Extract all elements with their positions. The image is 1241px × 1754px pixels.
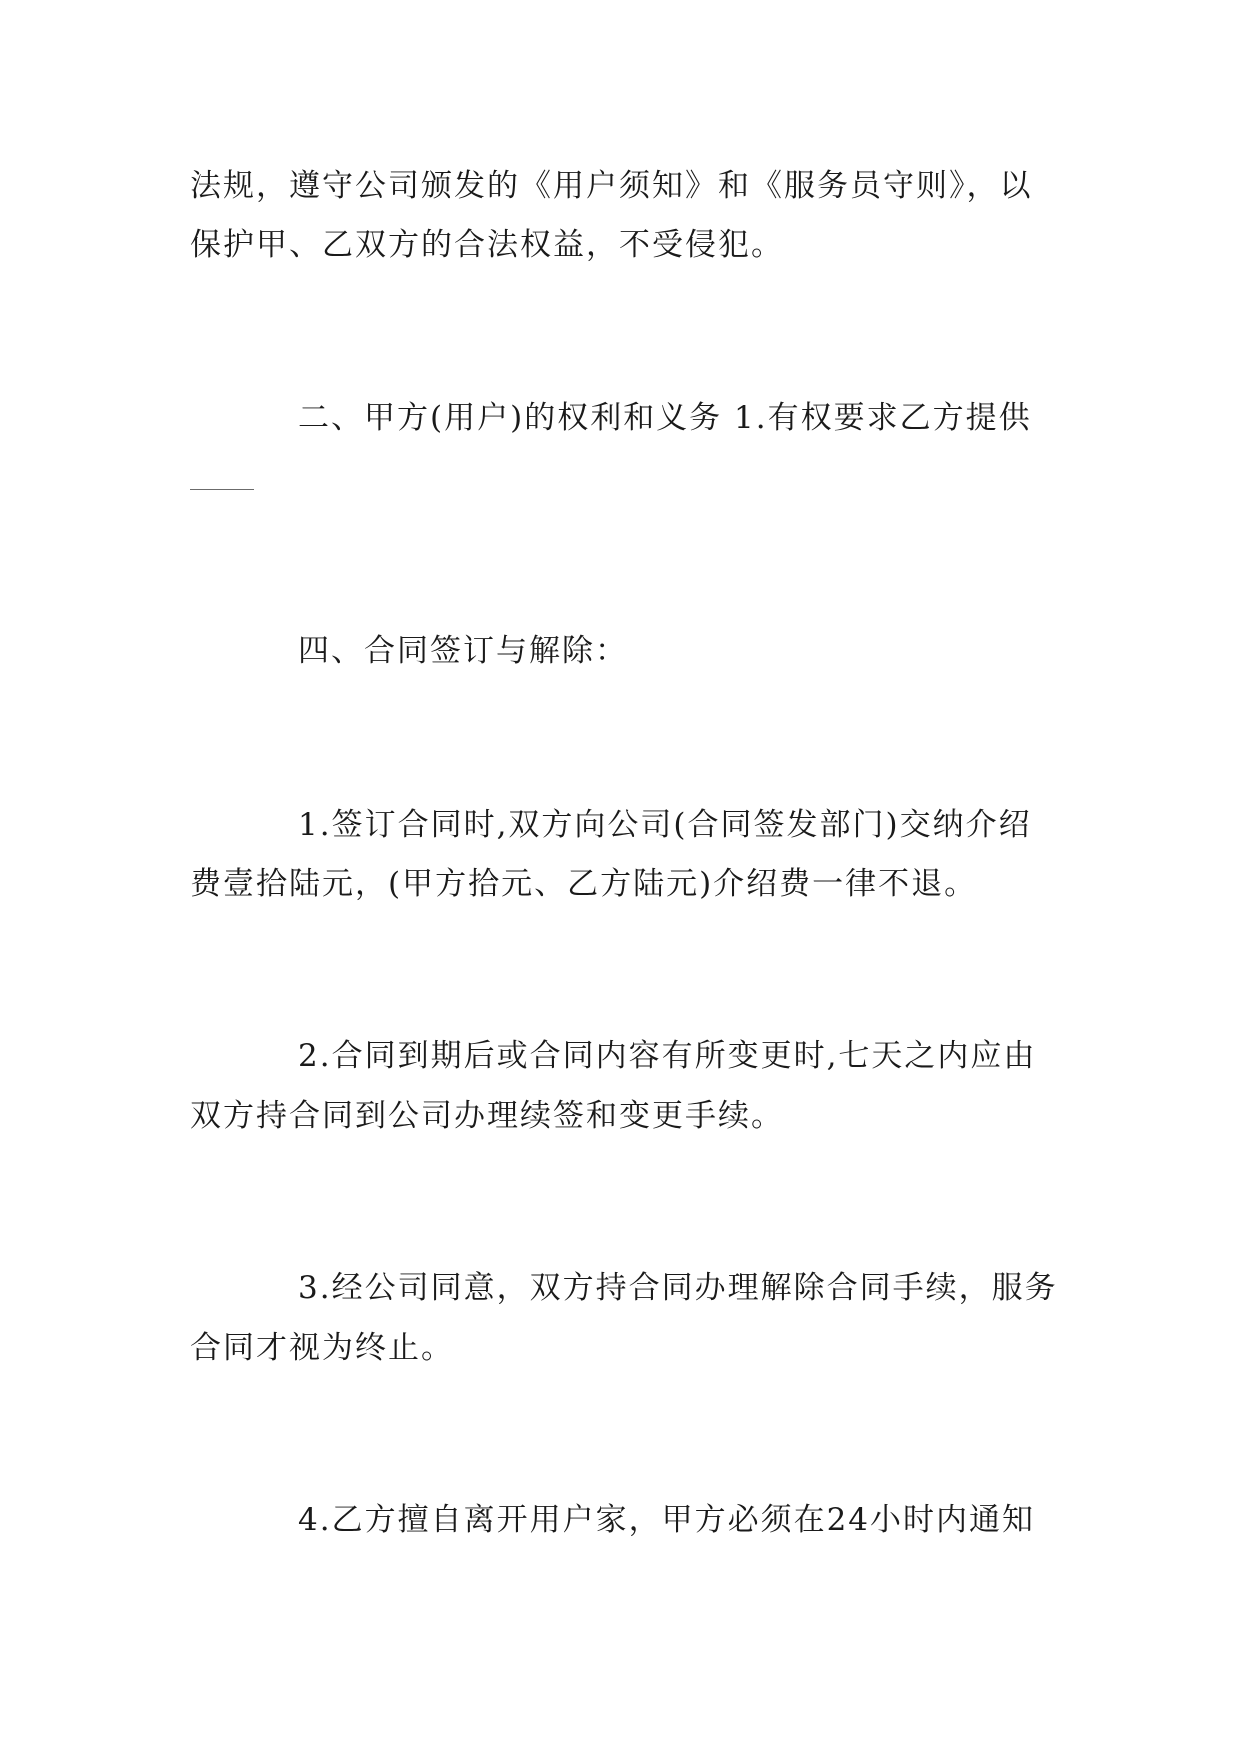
section-four-heading: 四、合同签订与解除： bbox=[298, 633, 628, 669]
clause-2-line-1: 2.合同到期后或合同内容有所变更时,七天之内应由 bbox=[298, 1038, 1037, 1074]
text-line-2: 保护甲、乙双方的合法权益，不受侵犯。 bbox=[190, 227, 784, 263]
section-two-heading: 二、甲方(用户)的权利和义务 1.有权要求乙方提供 bbox=[298, 400, 1032, 436]
clause-2-line-2: 双方持合同到公司办理续签和变更手续。 bbox=[190, 1098, 784, 1134]
clause-3-line-1: 3.经公司同意，双方持合同办理解除合同手续，服务 bbox=[298, 1270, 1058, 1306]
clause-1-line-2: 费壹拾陆元，(甲方拾元、乙方陆元)介绍费一律不退。 bbox=[190, 866, 978, 902]
clause-1-line-1: 1.签订合同时,双方向公司(合同签发部门)交纳介绍 bbox=[298, 807, 1032, 843]
clause-4-line-1: 4.乙方擅自离开用户家，甲方必须在24小时内通知 bbox=[298, 1502, 1036, 1538]
blank-fill-line bbox=[190, 489, 254, 490]
clause-3-line-2: 合同才视为终止。 bbox=[190, 1330, 454, 1366]
text-line-1: 法规，遵守公司颁发的《用户须知》和《服务员守则》，以 bbox=[190, 168, 1033, 204]
